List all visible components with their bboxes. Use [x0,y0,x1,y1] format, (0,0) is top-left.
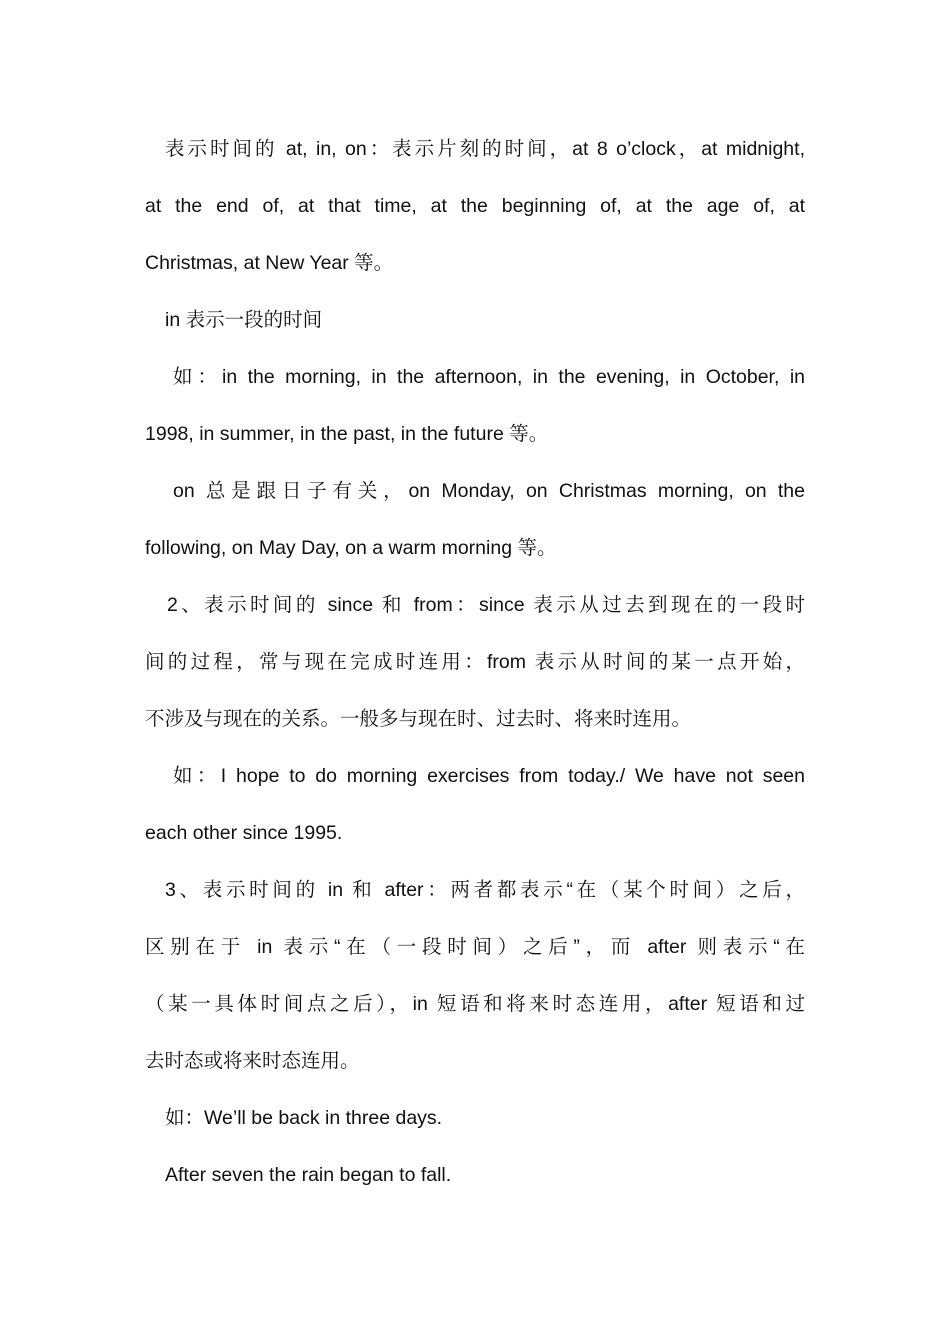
paragraph-in-after [145,862,805,1090]
text-line: 区别在于 in 表示“在（一段时间）之后”，而 after 则表示“在 [145,936,805,958]
paragraph-example-in [145,1090,805,1147]
paragraph-example-after [145,1147,805,1204]
paragraph-in-period [145,292,805,349]
paragraph-in-examples [145,349,805,463]
text-line: 不涉及与现在的关系。一般多与现在时、过去时、将来时连用。 [145,708,692,730]
text-line: following, on May Day, on a warm morning 等。 [145,537,557,559]
paragraph-since-from-examples [145,748,805,862]
text-line: 间的过程，常与现在完成时连用：from 表示从时间的某一点开始， [145,651,805,673]
text-line: in 表示一段的时间 [165,309,323,331]
text-line: 2、表示时间的 since 和 from：since 表示从过去到现在的一段时 [167,594,805,616]
text-line: 去时态或将来时态连用。 [145,1050,360,1072]
text-line: 3、表示时间的 in 和 after：两者都表示“在（某个时间）之后， [165,879,805,901]
paragraph-since-from [145,577,805,748]
text-line: each other since 1995. [145,822,343,844]
text-line: 如：I hope to do morning exercises from today./ We have not seen [173,765,805,787]
paragraph-prepositions-at-in-on [145,121,805,292]
text-line: 1998, in summer, in the past, in the future 等。 [145,423,549,445]
text-line: 如：We’ll be back in three days. [165,1107,443,1129]
paragraph-on-days [145,463,805,577]
text-line: at the end of, at that time, at the beginning of, at the age of, at [145,195,805,217]
text-line: （某一具体时间点之后），in 短语和将来时态连用，after 短语和过 [145,993,805,1015]
text-line: Christmas, at New Year 等。 [145,252,394,274]
text-line: on 总是跟日子有关，on Monday, on Christmas morning, on the [173,480,805,502]
text-line: 如：in the morning, in the afternoon, in the evening, in October, in [173,366,805,388]
text-line: After seven the rain began to fall. [165,1164,452,1186]
document-page [145,121,805,1204]
text-line: 表示时间的 at, in, on：表示片刻的时间，at 8 o’clock，at midnight, [165,138,805,160]
